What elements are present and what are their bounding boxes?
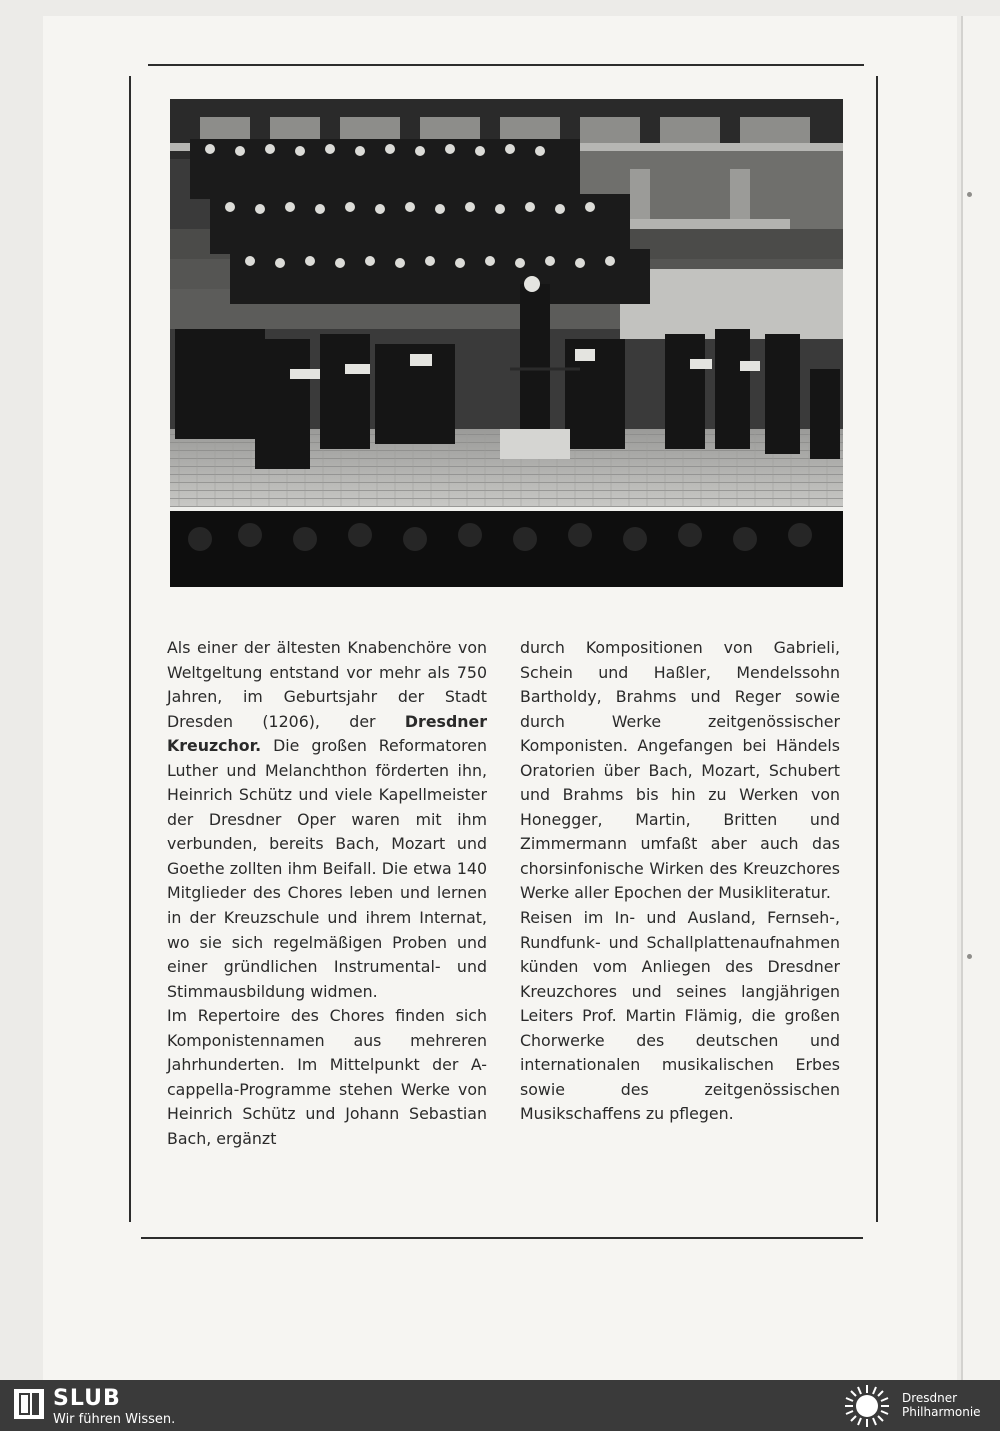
slub-logo-icon[interactable] [14, 1389, 44, 1419]
viewer-footer [0, 1380, 1000, 1431]
choir-name-highlight: Dresdner Kreuzchor. [167, 711, 487, 756]
article-column-right [520, 636, 840, 1127]
library-name[interactable]: SLUB [53, 1386, 121, 1411]
next-page-edge [961, 16, 1000, 1380]
intro-text-end: Die großen Reformatoren Luther und Melanchthon förderten ihn, Heinrich Schütz und viele Kapellmeister der Dresdner Oper waren mit ihm verbunden, bereits Bach, Mozart und Goethe zollten ihm Beifall. Die etwa 140 Mitglieder des Chores leben und lernen in der Kreuzschule und ihrem Internat, wo sie sich regelmäßigen Proben und einer gründlichen Instrumental- und Stimmausbildung widmen. [167, 736, 487, 1001]
composers-paragraph: durch Kompositionen von Gabrieli, Schein und Haßler, Mendelssohn Bartholdy, Brahms und Reger sowie durch Werke zeitgenössischer Komponisten. Angefangen bei Händels Oratorien über Bach, Mozart, Schubert und Brahms bis hin zu Werken von Honegger, Martin, Britten und Zimmermann umfaßt aber auch das chorsinfonische Wirken des Kreuzchores Werke aller Epochen der Musikliteratur. [520, 638, 840, 903]
philharmonie-logo-icon[interactable] [842, 1383, 892, 1429]
partner-name-line1: Dresdner [902, 1391, 958, 1405]
partner-name-line2: Philharmonie [902, 1405, 981, 1419]
partner-name[interactable] [902, 1391, 981, 1419]
choir-concert-photo [170, 99, 843, 587]
binding-hole [967, 192, 972, 197]
frame-rule-top [148, 64, 864, 66]
intro-text-start: Als einer der ältesten Knabenchöre von Weltgeltung entstand vor mehr als 750 Jahren, im Geburtsjahr der Stadt Dresden (1206), der [167, 638, 487, 731]
frame-rule-left [129, 76, 131, 1222]
frame-rule-right [876, 76, 878, 1222]
repertoire-paragraph: Im Repertoire des Chores finden sich Komponistennamen aus mehreren Jahrhunderten. Im Mittelpunkt der A-cappella-Programme stehen Werke von Heinrich Schütz und Johann Sebastian Bach, ergänzt [167, 1006, 487, 1148]
tours-paragraph: Reisen im In- und Ausland, Fernseh-, Rundfunk- und Schallplattenaufnahmen künden vom Anliegen des Dresdner Kreuzchores und seines langjährigen Leiters Prof. Martin Flämig, die großen Chorwerke des deutschen und internationalen musikalischen Erbes sowie des zeitgenössischen Musikschaffens zu pflegen. [520, 908, 840, 1124]
article-column-left [167, 636, 487, 1151]
intro-paragraph [167, 636, 487, 1004]
library-slogan: Wir führen Wissen. [53, 1412, 176, 1427]
binding-hole [967, 954, 972, 959]
frame-rule-bottom [141, 1237, 863, 1239]
